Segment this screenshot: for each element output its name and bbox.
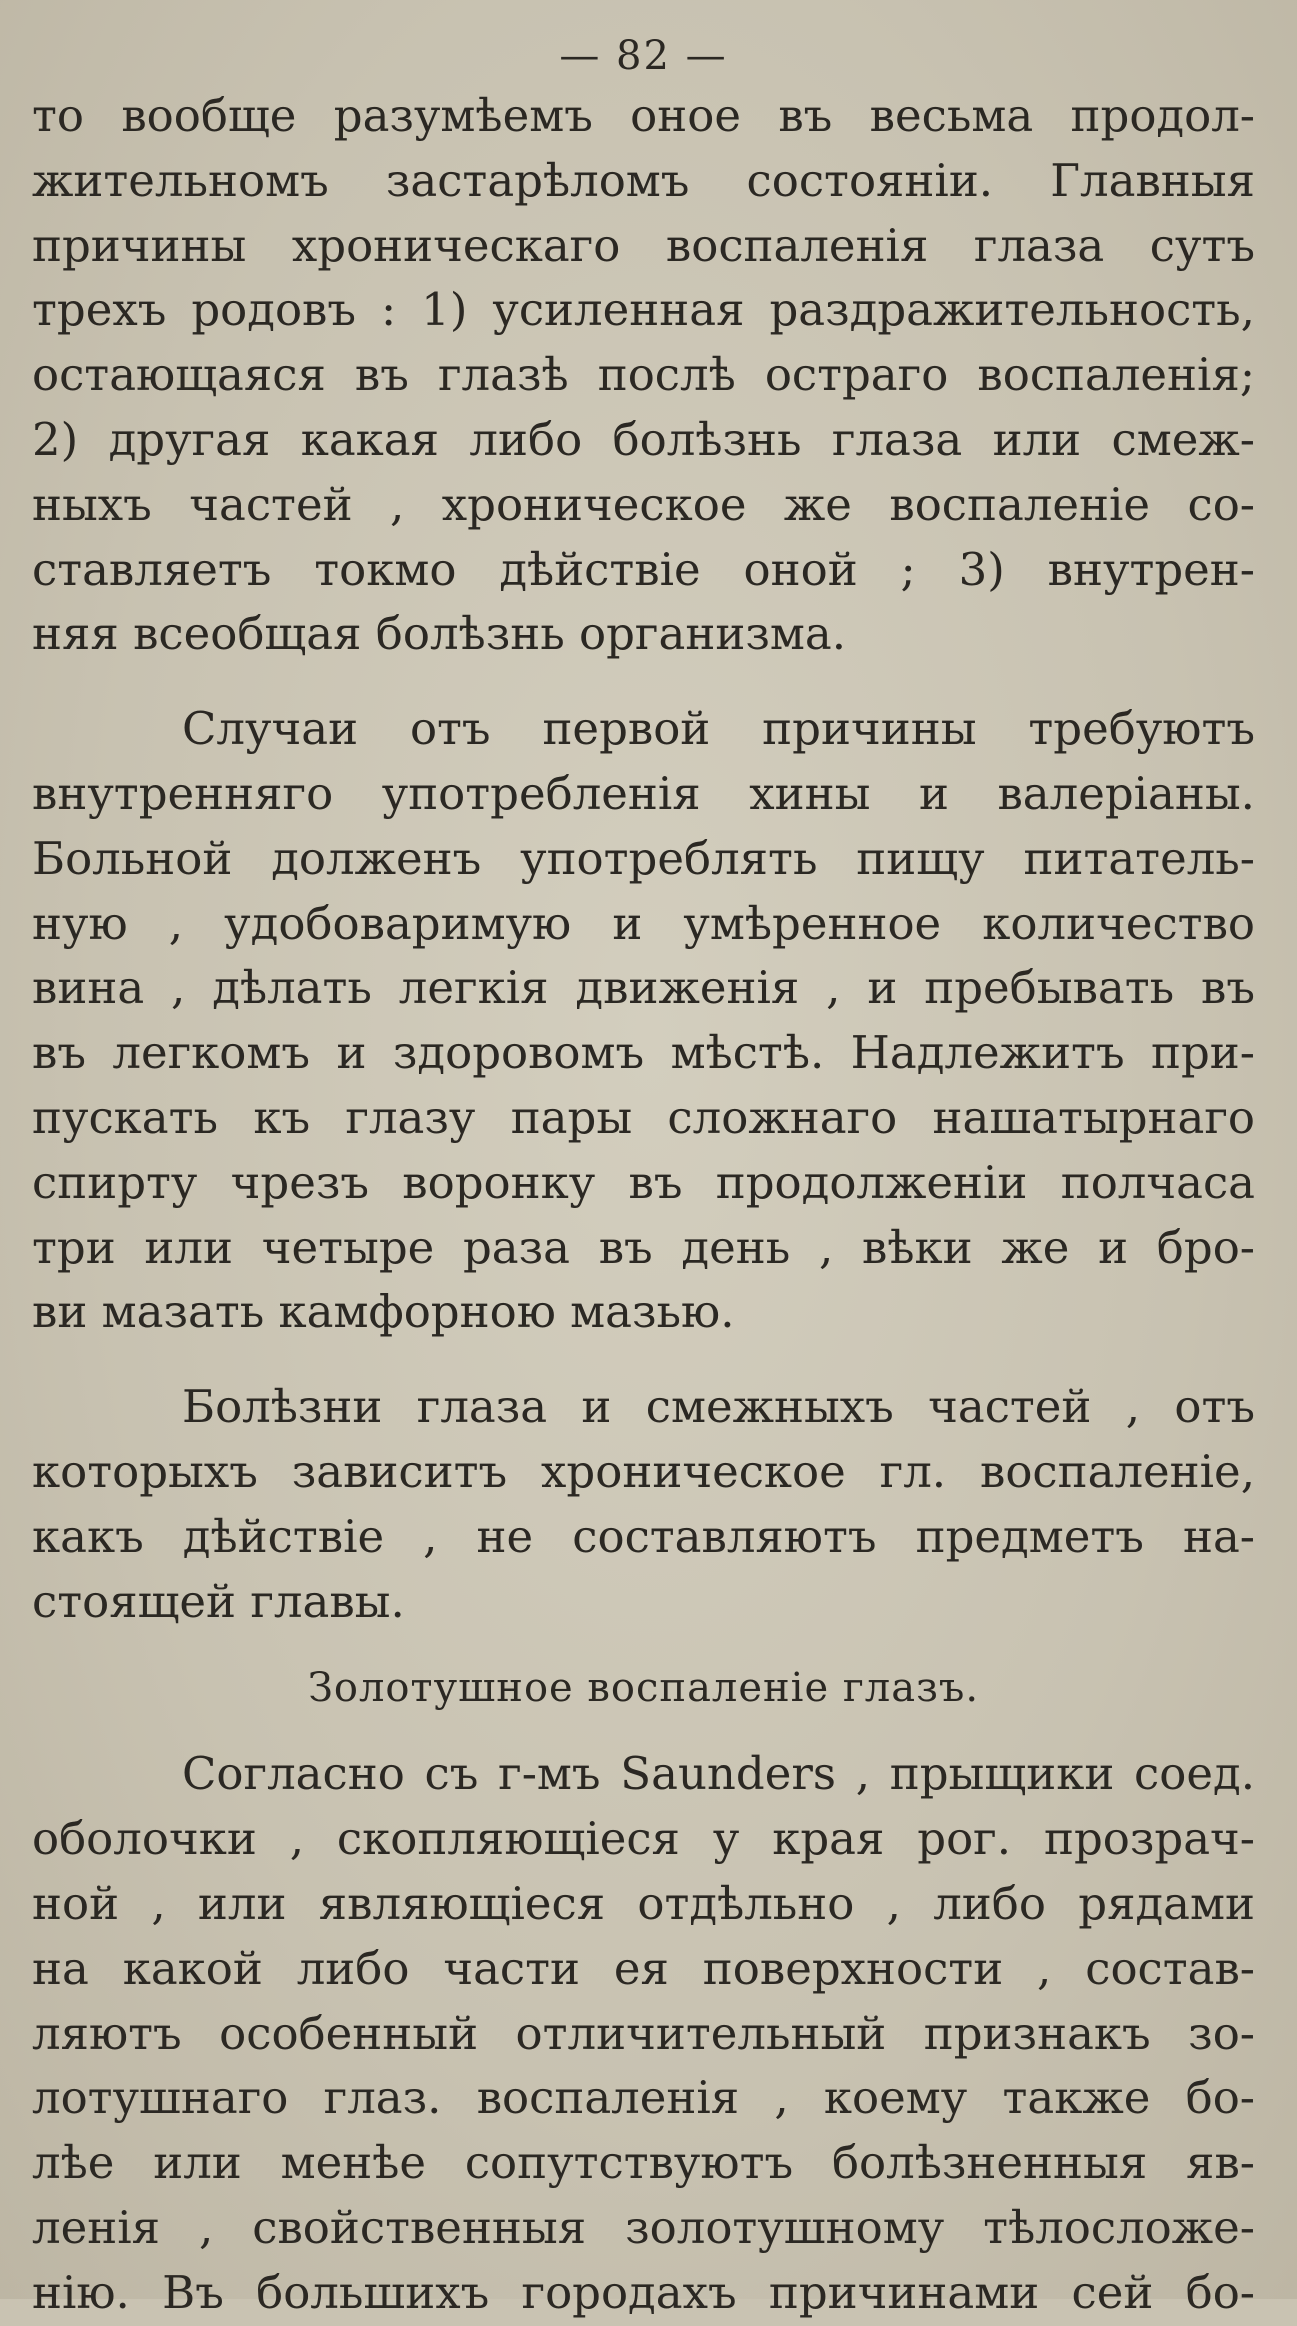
text-line: жительномъ застарѣломъ состояніи. Главныя	[32, 153, 1255, 207]
text-line: ви мазать камфорною мазью.	[32, 1285, 735, 1339]
text-line: пускать къ глазу пары сложнаго нашатырнаго	[32, 1090, 1255, 1144]
paragraph-4	[32, 1742, 1255, 2325]
text-line: спирту чрезъ воронку въ продолженіи полчаса	[32, 1155, 1255, 1209]
text-line: ной , или являющіеся отдѣльно , либо рядами	[32, 1876, 1255, 1930]
text-line: Случаи отъ первой причины требуютъ	[182, 702, 1255, 756]
text-line: лѣе или менѣе сопутствуютъ болѣзненныя яв-	[32, 2136, 1255, 2190]
text-line: въ легкомъ и здоровомъ мѣстѣ. Надлежитъ при-	[32, 1026, 1255, 1080]
text-line: лотушнаго глаз. воспаленія , коему также бо-	[32, 2071, 1255, 2125]
text-line: оболочки , скопляющіеся у края рог. прозрач-	[32, 1812, 1255, 1866]
text-line: вина , дѣлать легкія движенія , и пребывать въ	[32, 961, 1255, 1015]
text-line: ную , удобоваримую и умѣренное количество	[32, 896, 1255, 950]
text-line: которыхъ зависитъ хроническое гл. воспаленіе,	[32, 1444, 1255, 1498]
text-line: ляютъ особенный отличительный признакъ зо-	[32, 2006, 1255, 2060]
section-title: Золотушное воспаленіе глазъ.	[307, 1665, 980, 1712]
paragraph-2	[32, 697, 1255, 1345]
text-line: на какой либо части ея поверхности , состав-	[32, 1941, 1255, 1995]
page-number: — 82 —	[559, 33, 728, 79]
text-line: то вообще разумѣемъ оное въ весьма продол-	[32, 89, 1255, 142]
text-line: причины хроническаго воспаленія глаза сутъ	[32, 218, 1255, 272]
text-line: стоящей главы.	[32, 1574, 405, 1628]
text-line: остающаяся въ глазѣ послѣ остраго воспаленія;	[32, 348, 1255, 402]
text-line: какъ дѣйствіе , не составляютъ предметъ на-	[32, 1509, 1255, 1563]
text-line: ныхъ частей , хроническое же воспаленіе со-	[32, 477, 1255, 531]
text-line: три или четыре раза въ день , вѣки же и бро-	[32, 1220, 1255, 1274]
text-line: Болѣзни глаза и смежныхъ частей , отъ	[182, 1380, 1255, 1434]
text-line: Согласно съ г-мъ Saunders , прыщики соед.	[182, 1747, 1255, 1801]
text-line: няя всеобщая болѣзнь организма.	[32, 607, 846, 661]
paragraph-1	[32, 84, 1255, 667]
text-line: 2) другая какая либо болѣзнь глаза или смеж-	[32, 412, 1255, 466]
text-line: Больной долженъ употреблять пищу питатель-	[32, 831, 1255, 885]
text-line: нію. Въ большихъ городахъ причинами сей бо-	[32, 2265, 1255, 2319]
text-line: внутренняго употребленія хины и валеріаны.	[32, 766, 1255, 820]
text-line: ставляетъ токмо дѣйствіе оной ; 3) внутрен-	[32, 542, 1255, 596]
paragraph-3	[32, 1375, 1255, 1634]
text-line: трехъ родовъ : 1) усиленная раздражительность,	[32, 283, 1255, 337]
text-line: ленія , свойственныя золотушному тѣлосложе-	[32, 2200, 1255, 2254]
